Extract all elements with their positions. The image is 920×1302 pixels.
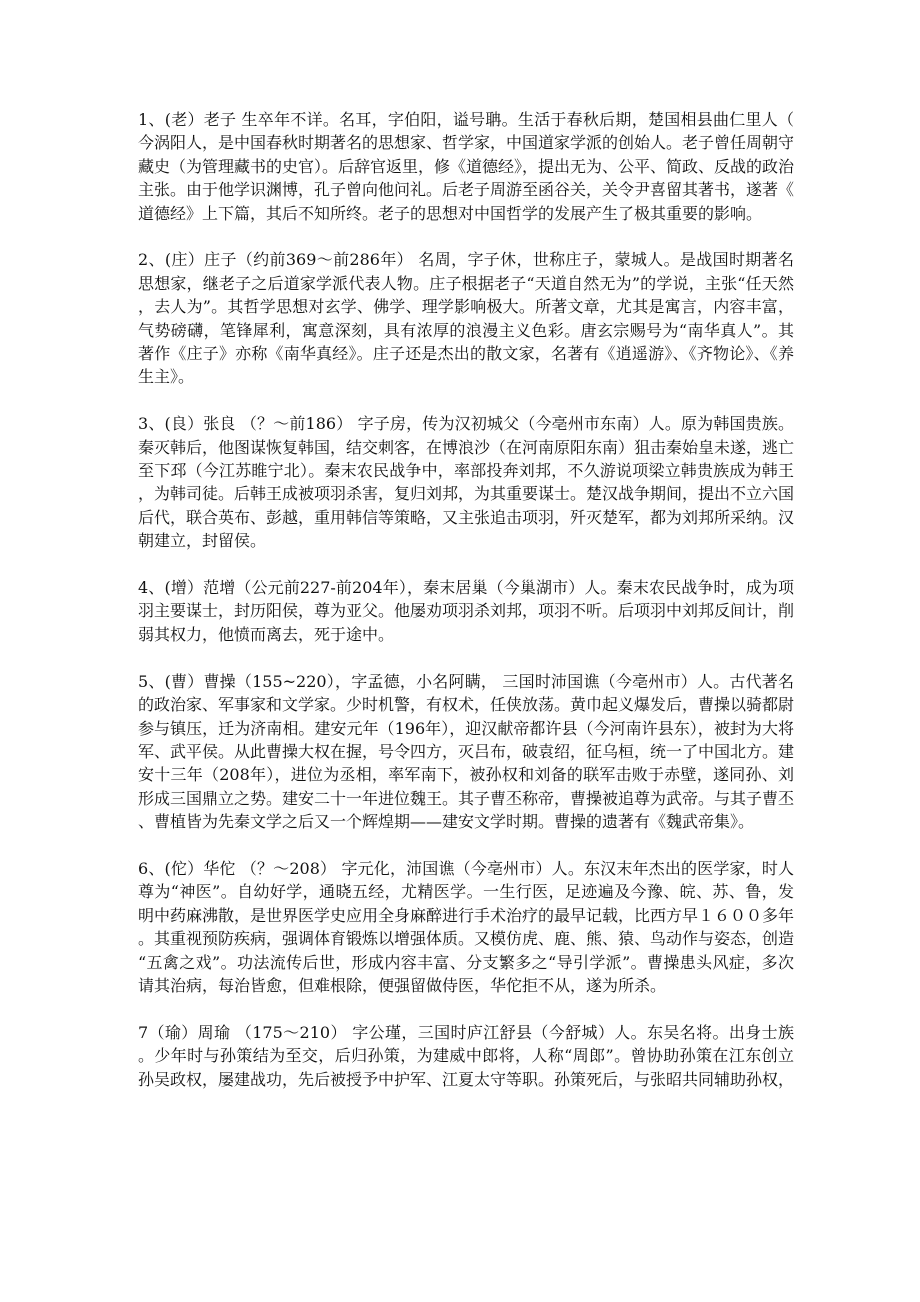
document-page (138, 108, 794, 1114)
entry-huatuo: 6、(佗）华佗 （？～208） 字元化，沛国谯（今亳州市）人。东汉末年杰出的医学家，时人尊为“神医”。自幼好学，通晓五经，尤精医学。一生行医，足迹遍及今豫、皖、苏、鲁，发明中药麻沸散，是世界医学史应用全身麻醉进行手术治疗的最早记载，比西方早１６００多年。其重视预防疾病，强调体育锻炼以增强体质。又模仿虎、鹿、熊、猿、鸟动作与姿态，创造“五禽之戏”。功法流传后世，形成内容丰富、分支繁多之“导引学派”。曹操患头风症，多次请其治病，每治皆愈，但难根除，便强留做侍医，华佗拒不从，遂为所杀。 (138, 858, 795, 995)
entry-caocao: 5、(曹）曹操（155~220），字孟德，小名阿瞒， 三国时沛国谯（今亳州市）人。古代著名的政治家、军事家和文学家。少时机警，有权术，任侠放荡。黄巾起义爆发后，曹操以骑都尉参与镇压，迁为济南相。建安元年（196年），迎汉献帝都许县（今河南许县东），被封为大将军、武平侯。从此曹操大权在握，号令四方，灭吕布，破袁绍，征乌桓，统一了中国北方。建安十三年（208年），进位为丞相，率军南下，被孙权和刘备的联军击败于赤壁，遂同孙、刘形成三国鼎立之势。建安二十一年进位魏王。其子曹丕称帝，曹操被追尊为武帝。与其子曹丕、曹植皆为先秦文学之后又一个辉煌期——建安文学时期。曹操的遗著有《魏武帝集》。 (138, 671, 795, 832)
entry-fanzeng: 4、(增）范增（公元前227-前204年），秦末居巢（今巢湖市）人。秦末农民战争时，成为项羽主要谋士，封历阳侯，尊为亚父。他屡劝项羽杀刘邦，项羽不听。后项羽中刘邦反间计，削弱其权力，他愤而离去，死于途中。 (138, 578, 795, 644)
entry-zhangliang: 3、(良）张良 （？～前186） 字子房，传为汉初城父（今亳州市东南）人。原为韩国贵族。秦灭韩后，他图谋恢复韩国，结交刺客，在博浪沙（在河南原阳东南）狙击秦始皇未遂，逃亡至下邳（今江苏睢宁北）。秦末农民战争中，率部投奔刘邦，不久游说项梁立韩贵族成为韩王，为韩司徒。后韩王成被项羽杀害，复归刘邦，为其重要谋士。楚汉战争期间，提出不立六国后代，联合英布、彭越，重用韩信等策略，又主张追击项羽，歼灭楚军，都为刘邦所采纳。汉朝建立，封留侯。 (138, 414, 795, 551)
entry-zhuangzi: 2、(庄）庄子（约前369～前286年） 名周，字子休，世称庄子，蒙城人。是战国时期著名思想家，继老子之后道家学派代表人物。庄子根据老子“天道自然无为”的学说，主张“任天然，去人为”。其哲学思想对玄学、佛学、理学影响极大。所著文章，尤其是寓言，内容丰富，气势磅礴，笔锋犀利，寓意深刻，具有浓厚的浪漫主义色彩。唐玄宗赐号为“南华真人”。其著作《庄子》亦称《南华真经》。庄子还是杰出的散文家，名著有《逍遥游》、《齐物论》、《养生主》。 (138, 250, 794, 387)
entry-zhouyu: 7（瑜）周瑜 （175～210） 字公瑾，三国时庐江舒县（今舒城）人。东吴名将。出身士族。少年时与孙策结为至交，后归孙策，为建威中郎将，人称“周郎”。曾协助孙策在江东创立孙吴政权，屡建战功，先后被授予中护军、江夏太守等职。孙策死后，与张昭共同辅助孙权， (138, 1022, 795, 1089)
entry-laozi: 1、(老）老子 生卒年不详。名耳，字伯阳，谥号聃。生活于春秋后期，楚国相县曲仁里人（今涡阳人，是中国春秋时期著名的思想家、哲学家，中国道家学派的创始人。老子曾任周朝守藏史（为管理藏书的史官）。后辞官返里，修《道德经》，提出无为、公平、简政、反战的政治主张。由于他学识渊博，孔子曾向他问礼。后老子周游至函谷关，关令尹喜留其著书，遂著《道德经》上下篇，其后不知所终。老子的思想对中国哲学的发展产生了极其重要的影响。 (138, 110, 795, 223)
